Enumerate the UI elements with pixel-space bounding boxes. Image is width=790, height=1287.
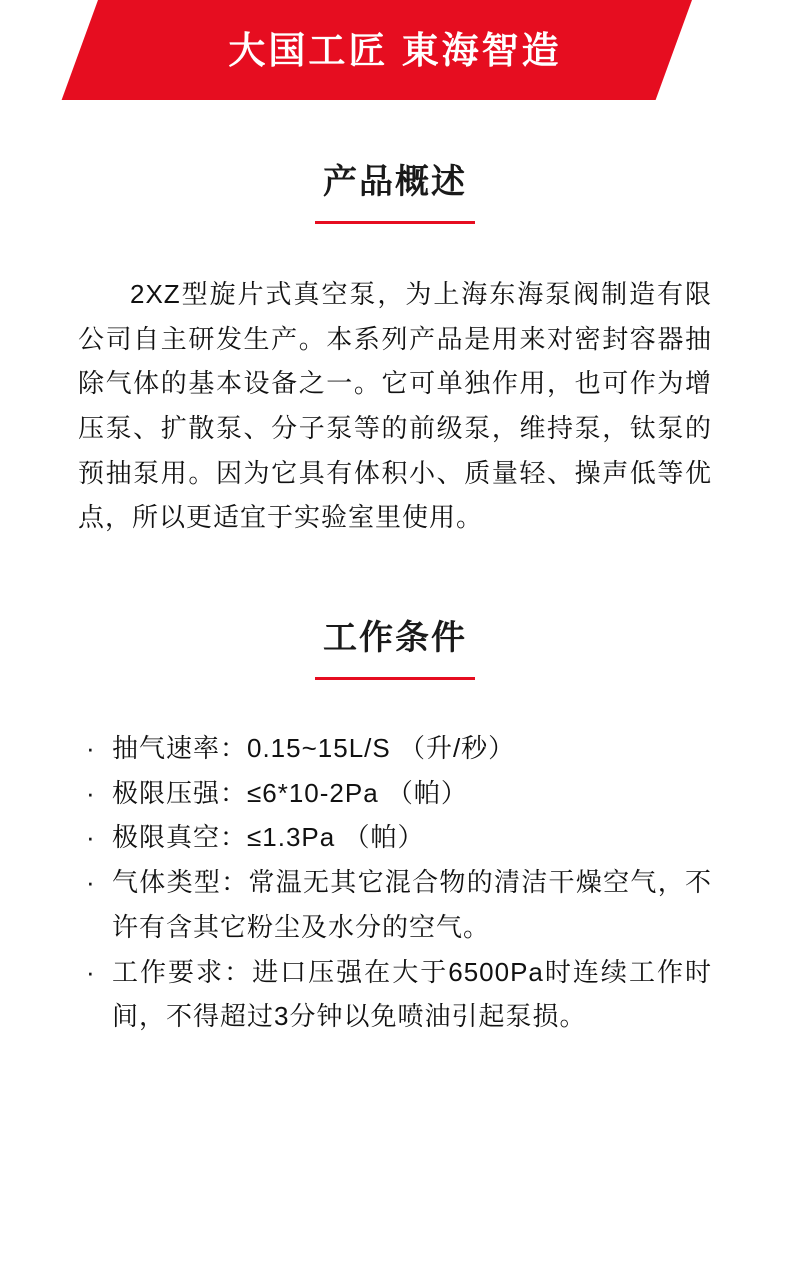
list-item bbox=[86, 860, 712, 949]
banner-title: 大国工匠 東海智造 bbox=[228, 29, 562, 71]
bullet-marker: · bbox=[86, 822, 96, 853]
working-conditions-heading: 工作条件 bbox=[323, 619, 467, 658]
header-banner bbox=[0, 0, 790, 100]
banner-left-notch bbox=[0, 0, 98, 100]
list-item bbox=[86, 950, 712, 1039]
product-overview-heading-wrap bbox=[0, 162, 790, 224]
banner-right-notch bbox=[656, 0, 790, 100]
bullet-marker: · bbox=[86, 732, 96, 763]
list-item-text: 气体类型：常温无其它混合物的清洁干燥空气，不许有含其它粉尘及水分的空气。 bbox=[112, 867, 712, 942]
product-overview-heading: 产品概述 bbox=[323, 163, 467, 201]
heading-underline bbox=[315, 221, 475, 224]
header-banner-inner bbox=[0, 0, 790, 100]
product-overview-paragraph: 2XZ型旋片式真空泵，为上海东海泵阀制造有限公司自主研发生产。本系列产品是用来对密封容器抽除气体的基本设备之一。它可单独作用，也可作为增压泵、扩散泵、分子泵等的前级泵，维持泵，钛泵的预抽泵用。因为它具有体积小、质量轻、操声低等优点，所以更适宜于实验室里使用。 bbox=[78, 278, 712, 533]
list-item-text: 极限压强：≤6*10-2Pa （帕） bbox=[112, 777, 468, 808]
product-overview-section bbox=[0, 100, 790, 540]
list-item bbox=[86, 771, 712, 816]
working-conditions-section bbox=[0, 540, 790, 1039]
bullet-marker: · bbox=[86, 867, 96, 898]
list-item-text: 工作要求：进口压强在大于6500Pa时连续工作时间，不得超过3分钟以免喷油引起泵损。 bbox=[112, 956, 712, 1032]
list-item-text: 极限真空：≤1.3Pa （帕） bbox=[112, 822, 425, 853]
bullet-marker: · bbox=[86, 956, 96, 987]
heading-underline bbox=[315, 677, 475, 680]
list-item-text: 抽气速率：0.15~15L/S （升/秒） bbox=[112, 732, 516, 763]
list-item bbox=[86, 815, 712, 860]
bullet-marker: · bbox=[86, 777, 96, 808]
working-conditions-heading-wrap bbox=[0, 618, 790, 680]
list-item bbox=[86, 726, 712, 771]
working-conditions-list bbox=[86, 726, 712, 1039]
